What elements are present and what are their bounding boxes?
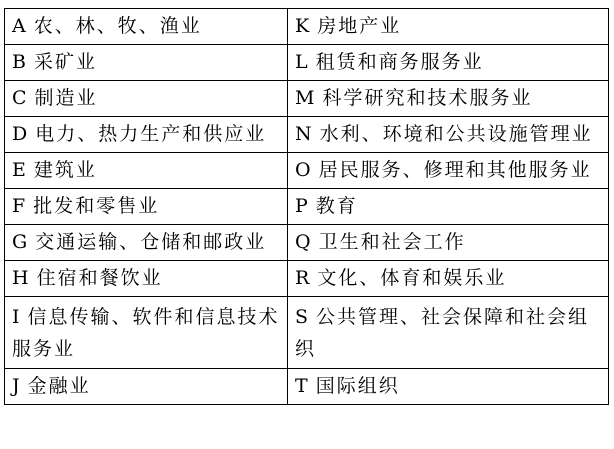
category-code: K (295, 15, 310, 37)
table-body (5, 9, 609, 405)
table-row (5, 45, 609, 81)
table-row (5, 9, 609, 45)
category-cell (288, 45, 609, 81)
table-row (5, 153, 609, 189)
category-name: 公共管理、社会保障和社会组织 (295, 305, 590, 360)
table-row (5, 225, 609, 261)
category-name: 卫生和社会工作 (318, 231, 466, 253)
category-code: T (295, 375, 308, 397)
table-row (5, 297, 609, 369)
category-cell (5, 225, 288, 261)
category-name: 建筑业 (33, 159, 97, 181)
category-code: F (12, 195, 26, 217)
table-row (5, 81, 609, 117)
category-cell (5, 153, 288, 189)
category-name: 采矿业 (33, 51, 97, 73)
category-code: C (12, 87, 27, 109)
table-row (5, 117, 609, 153)
category-name: 科学研究和技术服务业 (322, 87, 533, 109)
category-cell (288, 369, 609, 405)
category-name: 房地产业 (317, 15, 402, 37)
category-name: 金融业 (27, 375, 91, 397)
category-code: B (12, 51, 26, 73)
industry-classification-table (4, 8, 609, 405)
category-name: 农、林、牧、渔业 (33, 15, 202, 37)
category-name: 居民服务、修理和其他服务业 (318, 159, 592, 181)
category-cell (5, 189, 288, 225)
category-name: 教育 (315, 195, 358, 217)
category-cell (288, 81, 609, 117)
category-cell (288, 189, 609, 225)
category-code: E (12, 159, 26, 181)
category-cell (288, 153, 609, 189)
category-code: L (295, 51, 308, 73)
category-code: R (295, 267, 310, 289)
category-code: M (295, 87, 315, 109)
table-row (5, 189, 609, 225)
category-cell (288, 225, 609, 261)
category-code: H (12, 267, 29, 289)
category-name: 文化、体育和娱乐业 (317, 267, 507, 289)
category-code: J (12, 375, 20, 397)
category-cell (5, 9, 288, 45)
category-name: 水利、环境和公共设施管理业 (319, 123, 593, 145)
category-code: O (295, 159, 311, 181)
category-code: G (12, 231, 28, 253)
category-cell (5, 297, 288, 369)
category-code: D (12, 123, 28, 145)
category-code: N (295, 123, 312, 145)
category-name: 交通运输、仓储和邮政业 (35, 231, 267, 253)
category-code: P (295, 195, 308, 217)
table-row (5, 261, 609, 297)
category-cell (288, 117, 609, 153)
category-cell (288, 297, 609, 369)
category-name: 信息传输、软件和信息技术服务业 (12, 305, 280, 360)
category-code: I (12, 305, 20, 328)
category-name: 国际组织 (315, 375, 400, 397)
category-cell (288, 261, 609, 297)
category-name: 制造业 (34, 87, 98, 109)
category-cell (5, 45, 288, 81)
category-cell (5, 369, 288, 405)
category-cell (288, 9, 609, 45)
table-row (5, 369, 609, 405)
category-code: Q (295, 231, 311, 253)
category-name: 电力、热力生产和供应业 (35, 123, 267, 145)
category-code: S (295, 305, 309, 328)
category-cell (5, 81, 288, 117)
category-name: 批发和零售业 (33, 195, 160, 217)
category-name: 租赁和商务服务业 (315, 51, 484, 73)
category-cell (5, 261, 288, 297)
category-name: 住宿和餐饮业 (36, 267, 163, 289)
category-code: A (12, 15, 26, 37)
category-cell (5, 117, 288, 153)
